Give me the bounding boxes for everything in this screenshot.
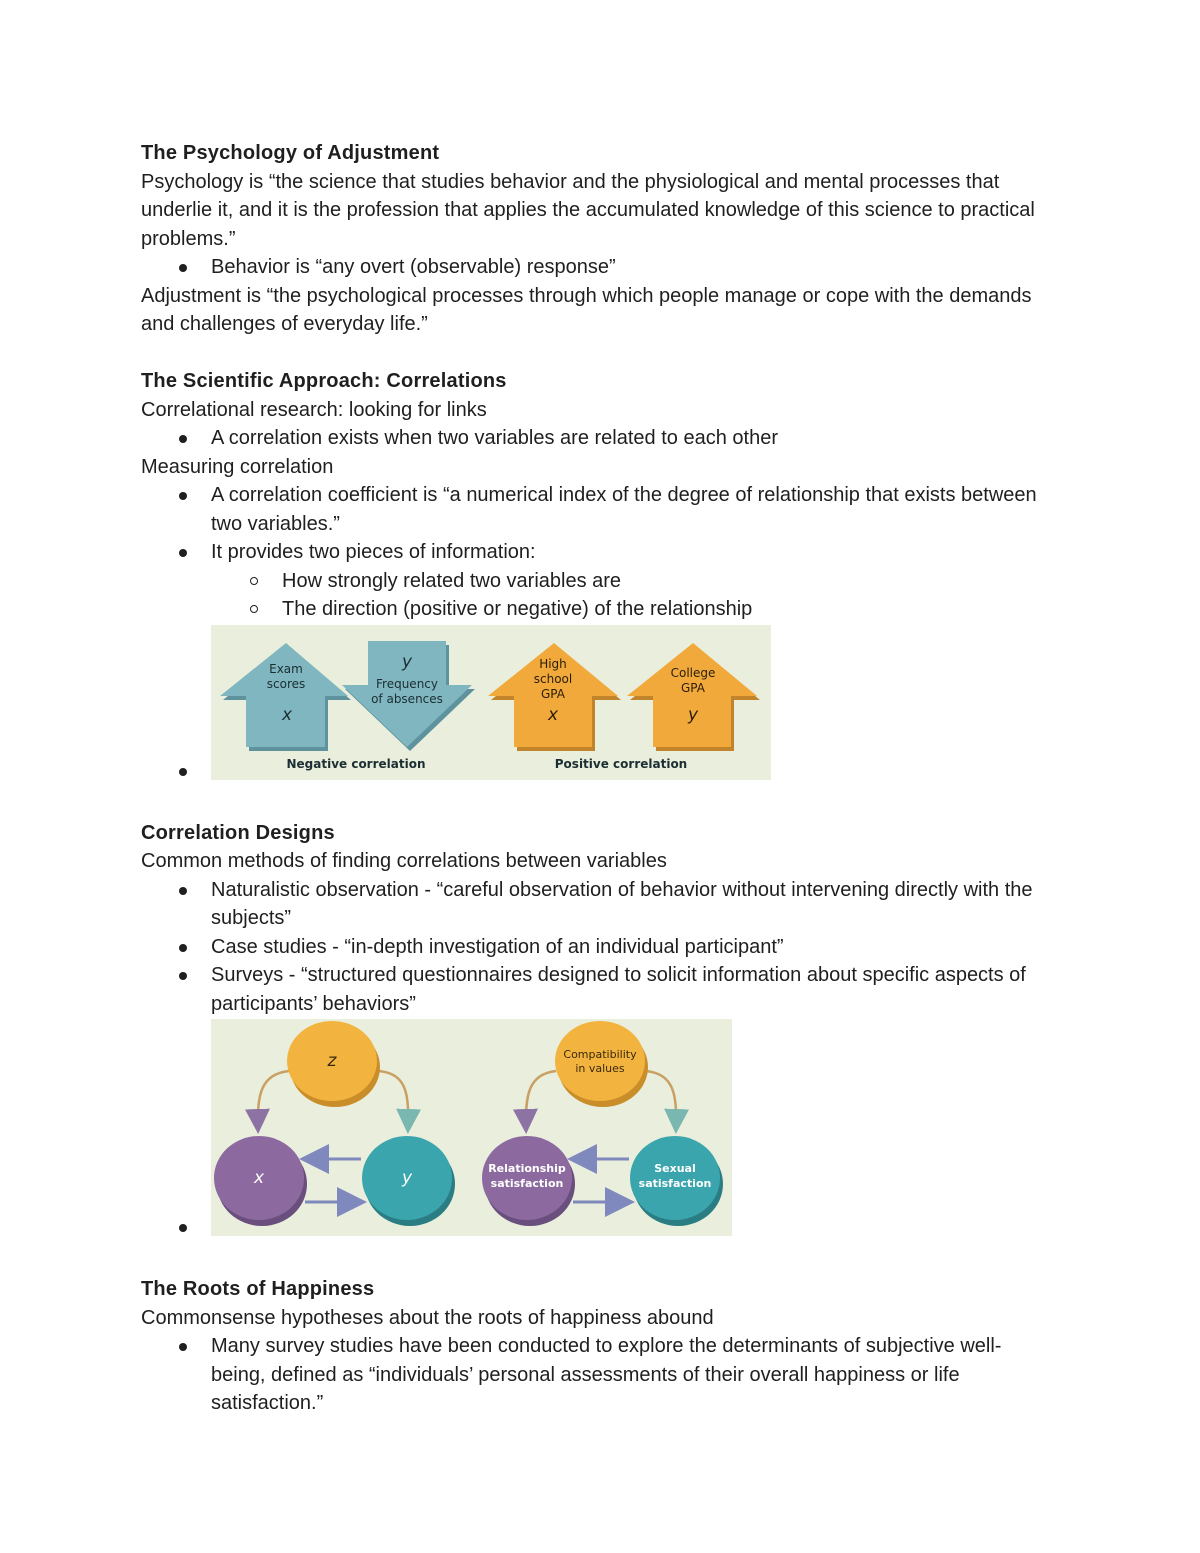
paragraph: Commonsense hypotheses about the roots of happiness abound [141, 1306, 714, 1329]
document-body [141, 139, 1051, 1418]
bullet-item: A correlation coefficient is “a numerical index of the degree of relationship that exists between two variables.” [141, 481, 1051, 538]
figure-caption: Negative correlation [286, 756, 426, 771]
bullet-list [141, 424, 1051, 453]
sub-bullet-item: How strongly related two variables are [141, 567, 1051, 596]
node-label-line: Relationship [488, 1162, 566, 1175]
arrow-label-line: GPA [681, 680, 705, 695]
section-heading: The Scientific Approach: Correlations [141, 370, 507, 392]
arrow-label-line: school [533, 671, 573, 686]
paragraph: Measuring correlation [141, 455, 334, 478]
arrow-label-line: scores [266, 676, 306, 691]
bullet-item: A correlation exists when two variables are related to each other [141, 424, 1051, 453]
bullet-item: Behavior is “any overt (observable) response” [141, 253, 1051, 282]
paragraph: Correlational research: looking for links [141, 398, 487, 421]
third-variable-figure [211, 1019, 732, 1236]
figure-bullet [141, 625, 1051, 780]
node-label: z [327, 1051, 337, 1071]
node-compatibility [555, 1021, 645, 1101]
arrow-label-line: College [670, 665, 716, 680]
bullet-list [141, 481, 1051, 624]
node-label-line: satisfaction [638, 1177, 712, 1190]
variable-label: y [687, 704, 699, 725]
node-label-line: satisfaction [490, 1177, 564, 1190]
bullet-dot [179, 1224, 187, 1232]
arrow-label-line: Exam [269, 661, 303, 676]
node-label-line: Compatibility [563, 1048, 637, 1061]
bullet-item: It provides two pieces of information: [141, 538, 1051, 567]
bullet-list [141, 253, 1051, 282]
bullet-item: Case studies - “in-depth investigation of an individual participant” [141, 933, 1051, 962]
figure-caption: Positive correlation [554, 756, 688, 771]
section-heading: The Psychology of Adjustment [141, 142, 440, 164]
paragraph: Common methods of finding correlations between variables [141, 850, 667, 872]
variable-label: y [401, 651, 413, 672]
bullet-item: Many survey studies have been conducted to explore the determinants of subjective well-being, defined as “individuals’ personal assessments of their overall happiness or life satisfaction.” [141, 1332, 1051, 1418]
figure-bullet [141, 1019, 1051, 1236]
correlation-arrows-figure [211, 625, 771, 780]
sub-bullet-item: The direction (positive or negative) of the relationship [141, 595, 1051, 624]
bullet-item: Naturalistic observation - “careful observation of behavior without intervening directly with the subjects” [141, 876, 1051, 933]
arrow-label-line: Frequency [376, 676, 438, 691]
section-heading: The Roots of Happiness [141, 1278, 375, 1300]
node-label-line: in values [575, 1062, 625, 1075]
bullet-dot [179, 768, 187, 776]
paragraph: Psychology is “the science that studies behavior and the physiological and mental processes that underlie it, and it is the profession that applies the accumulated knowledge of this science to practical problems.” [141, 170, 1035, 250]
node-label: y [401, 1168, 413, 1188]
paragraph: Adjustment is “the psychological processes through which people manage or cope with the demands and challenges of everyday life.” [141, 284, 1032, 335]
node-label: x [253, 1168, 265, 1188]
node-label-line: Sexual [654, 1162, 696, 1175]
variable-label: x [547, 704, 559, 725]
bullet-item: Surveys - “structured questionnaires designed to solicit information about specific aspects of participants’ behaviors” [141, 961, 1051, 1018]
bullet-list [141, 876, 1051, 1019]
arrow-label-line: High [539, 656, 567, 671]
section-heading: Correlation Designs [141, 821, 335, 844]
variable-label: x [281, 704, 293, 725]
arrow-label-line: GPA [541, 686, 565, 701]
arrow-label-line: of absences [371, 691, 443, 706]
bullet-list [141, 1332, 1051, 1418]
